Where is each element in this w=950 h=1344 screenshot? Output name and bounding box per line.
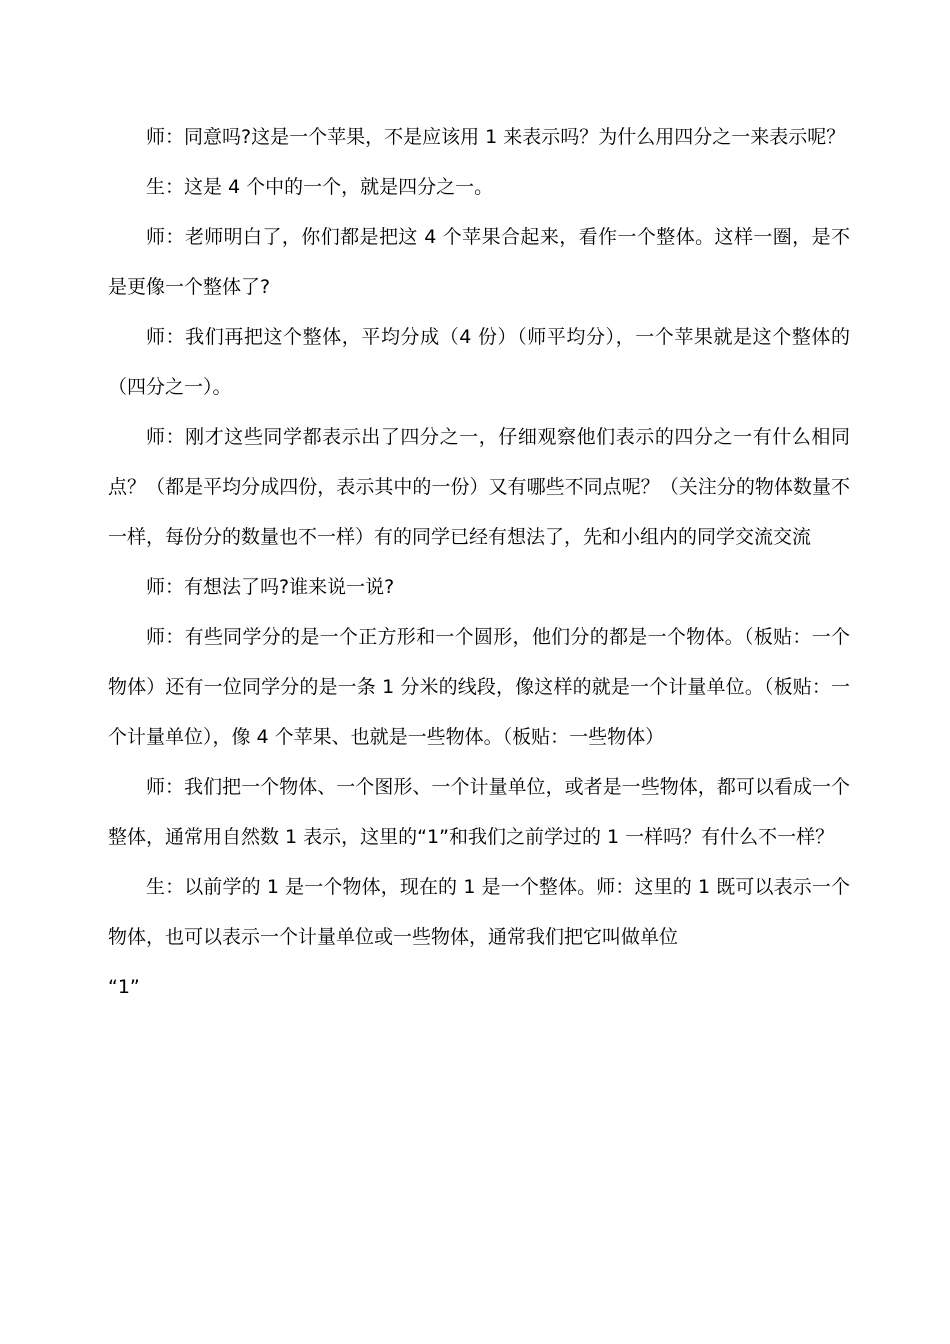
paragraph-teacher-ask: 师：有想法了吗?谁来说一说?: [146, 576, 395, 598]
paragraph-teacher-agree: 师：同意吗?这是一个苹果，不是应该用 1 来表示吗？为什么用四分之一来表示呢？: [146, 126, 846, 148]
paragraph-unit-one-quote: “1”: [108, 976, 140, 998]
paragraph-teacher-examples: 师：有些同学分的是一个正方形和一个圆形，他们分的都是一个物体。（板贴：一个物体）还有一位同学分的是一条 1 分米的线段，像这样的就是一个计量单位。（板贴：一个计量单位），像 4 个苹果、也就是一些物体。（板贴：一些物体）: [108, 626, 850, 748]
paragraph-student-quarter: 生：这是 4 个中的一个，就是四分之一。: [146, 176, 494, 198]
paragraph-teacher-divide: 师：我们再把这个整体，平均分成（4 份）（师平均分），一个苹果就是这个整体的（四分之一）。: [108, 326, 850, 398]
paragraph-teacher-unit-one: 师：我们把一个物体、一个图形、一个计量单位，或者是一些物体，都可以看成一个整体，通常用自然数 1 表示，这里的“1”和我们之前学过的 1 一样吗？有什么不一样？: [108, 776, 850, 848]
paragraph-student-answer: 生：以前学的 1 是一个物体，现在的 1 是一个整体。师：这里的 1 既可以表示一个物体，也可以表示一个计量单位或一些物体，通常我们把它叫做单位: [108, 876, 850, 948]
paragraph-teacher-observe: 师：刚才这些同学都表示出了四分之一，仔细观察他们表示的四分之一有什么相同点？（都是平均分成四份，表示其中的一份）又有哪些不同点呢？（关注分的物体数量不一样，每份分的数量也不一样）有的同学已经有想法了，先和小组内的同学交流交流: [108, 426, 850, 548]
document-page: [108, 112, 850, 1012]
paragraph-teacher-whole: 师：老师明白了，你们都是把这 4 个苹果合起来，看作一个整体。这样一圈，是不是更像一个整体了?: [108, 226, 850, 298]
